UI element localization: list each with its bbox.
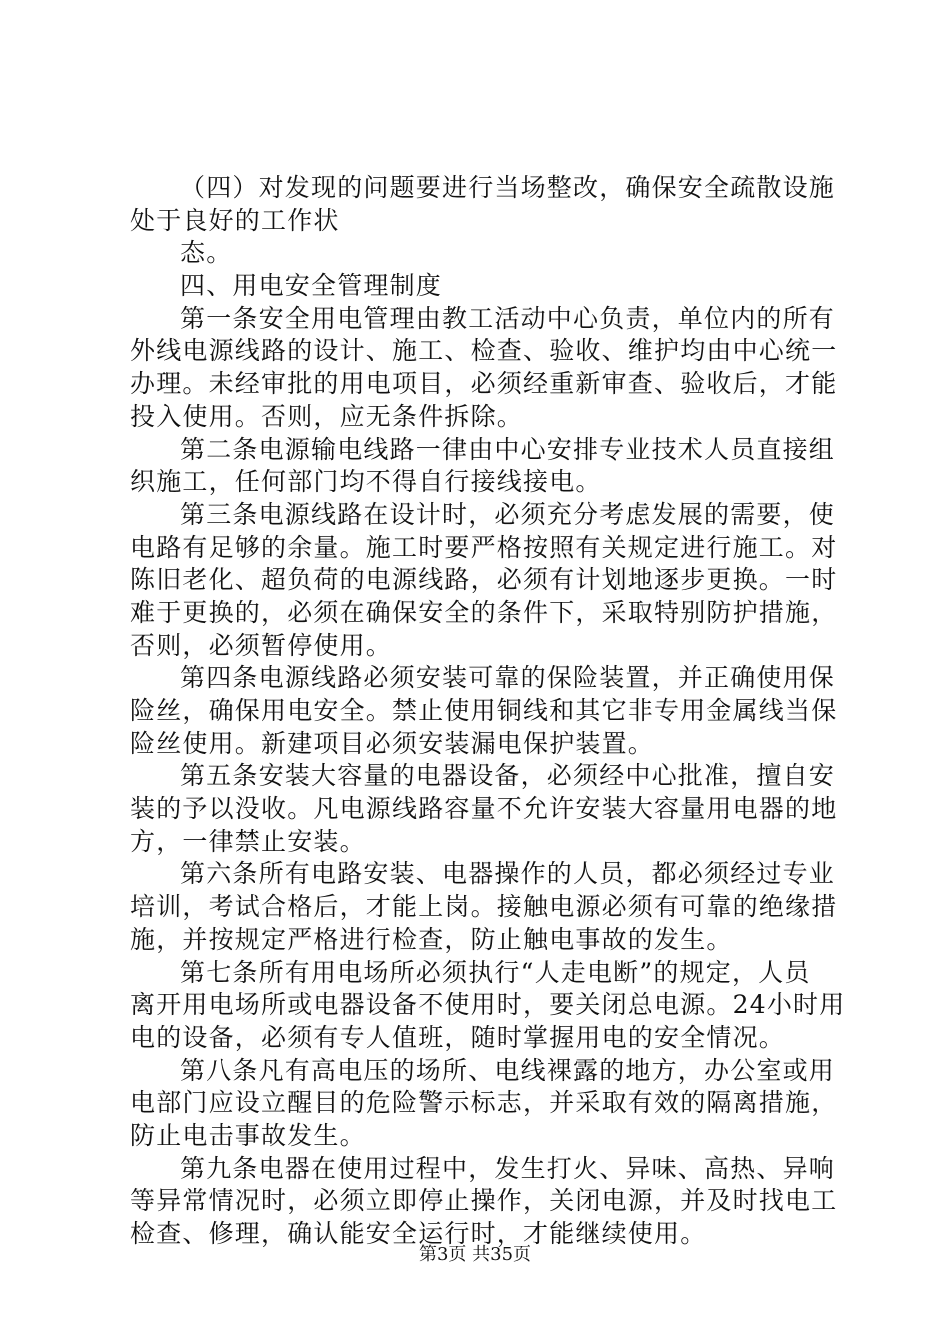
text-line: 培训，考试合格后，才能上岗。接触电源必须有可靠的绝缘措 (130, 892, 838, 922)
text-line: 第一条安全用电管理由教工活动中心负责，单位内的所有 (180, 303, 836, 333)
text-line: 装的予以没收。凡电源线路容量不允许安装大容量用电器的地 (130, 794, 838, 824)
page-footer: 第3页 共35页 (418, 1244, 532, 1265)
text-line: 办理。未经审批的用电项目，必须经重新审查、验收后，才能 (130, 369, 838, 399)
body-text (130, 172, 846, 1251)
text-line: （四）对发现的问题要进行当场整改，确保安全疏散设施 (180, 173, 836, 202)
text-line: 第六条所有电路安装、电器操作的人员，都必须经过专业 (180, 859, 836, 889)
text-line: 第二条电源输电线路一律由中心安排专业技术人员直接组 (180, 434, 836, 464)
text-line: 外线电源线路的设计、施工、检查、验收、维护均由中心统一 (130, 336, 838, 366)
text-line: 否则，必须暂停使用。 (130, 630, 393, 660)
text-line: 第五条安装大容量的电器设备，必须经中心批准，擅自安 (180, 761, 836, 791)
text-line: 第八条凡有高电压的场所、电线裸露的地方，办公室或用 (180, 1055, 836, 1085)
text-line: 四、用电安全管理制度 (180, 271, 443, 301)
text-line: 投入使用。否则，应无条件拆除。 (130, 401, 524, 431)
text-line: 第九条电器在使用过程中，发生打火、异味、高热、异响 (180, 1153, 836, 1183)
text-line: 防止电击事故发生。 (130, 1120, 366, 1150)
text-line: 电的设备，必须有专人值班，随时掌握用电的安全情况。 (130, 1022, 786, 1052)
text-line: 第四条电源线路必须安装可靠的保险装置，并正确使用保 (180, 663, 836, 693)
text-line: 险丝使用。新建项目必须安装漏电保护装置。 (130, 728, 655, 758)
text-line: 方，一律禁止安装。 (130, 826, 366, 856)
text-line: 第七条所有用电场所必须执行“人走电断”的规定，人员 (180, 957, 811, 987)
text-line: 织施工，任何部门均不得自行接线接电。 (130, 467, 602, 497)
text-line: 态。 (180, 238, 233, 268)
text-line: 电部门应设立醒目的危险警示标志，并采取有效的隔离措施， (130, 1088, 838, 1118)
text-line: 处于良好的工作状 (130, 205, 340, 235)
text-line: 陈旧老化、超负荷的电源线路，必须有计划地逐步更换。一时 (130, 565, 838, 595)
text-line: 险丝，确保用电安全。禁止使用铜线和其它非专用金属线当保 (130, 696, 838, 725)
text-line: 难于更换的，必须在确保安全的条件下，采取特别防护措施， (130, 597, 838, 627)
text-line: 等异常情况时，必须立即停止操作，关闭电源，并及时找电工 (130, 1186, 838, 1216)
text-line: 第三条电源线路在设计时，必须充分考虑发展的需要，使 (180, 499, 836, 529)
text-line: 施，并按规定严格进行检查，防止触电事故的发生。 (130, 924, 733, 954)
text-line: 电路有足够的余量。施工时要严格按照有关规定进行施工。对 (130, 532, 838, 562)
text-line: 检查、修理，确认能安全运行时，才能继续使用。 (130, 1219, 707, 1248)
text-line: 离开用电场所或电器设备不使用时，要关闭总电源。24小时用 (130, 990, 846, 1020)
